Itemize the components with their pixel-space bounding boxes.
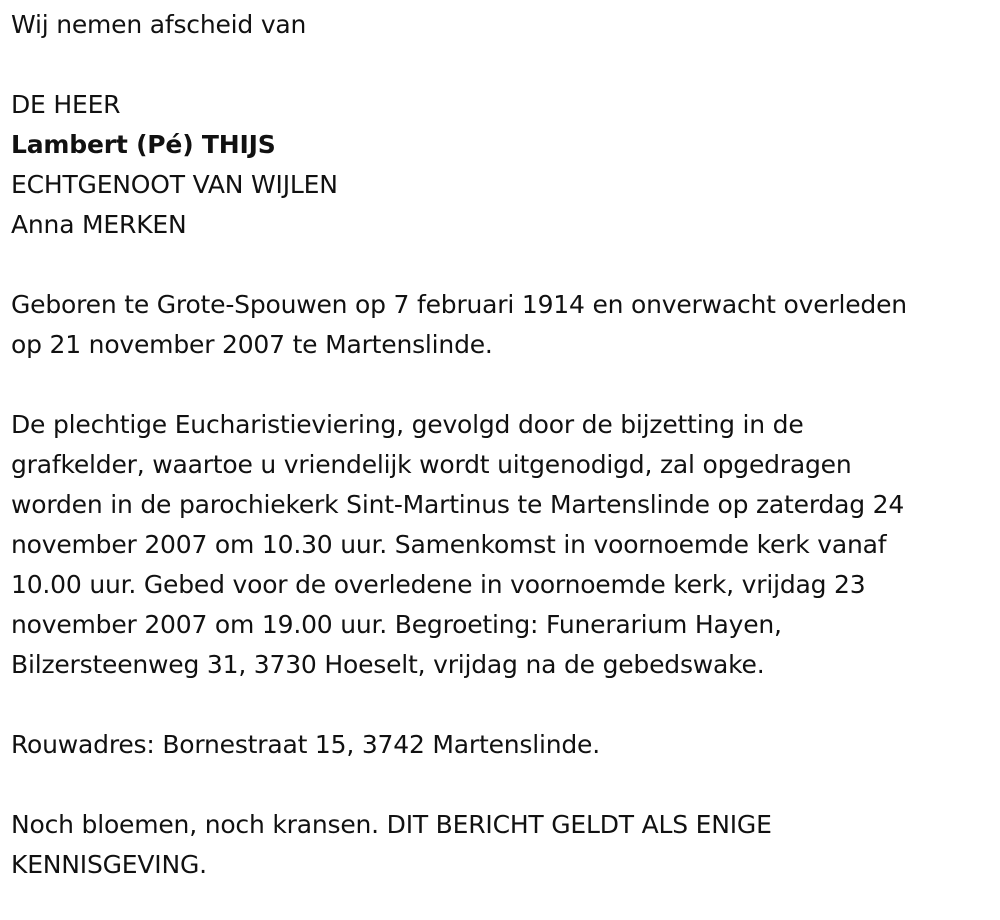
paragraph-line: KENNISGEVING.: [11, 850, 207, 879]
relation-text: ECHTGENOOT VAN WIJLEN: [11, 170, 338, 199]
deceased-name: Lambert (Pé) THIJS: [11, 130, 276, 159]
title-text: DE HEER: [11, 90, 121, 119]
mourning-address: Rouwadres: Bornestraat 15, 3742 Martenslinde.: [11, 730, 600, 759]
closing-paragraph: [11, 805, 996, 885]
spacer: [11, 45, 996, 85]
paragraph-line: Noch bloemen, noch kransen. DIT BERICHT GELDT ALS ENIGE: [11, 810, 772, 839]
paragraph-line: worden in de parochiekerk Sint-Martinus te Martenslinde op zaterdag 24: [11, 490, 905, 519]
spacer: [11, 245, 996, 285]
spouse-name: Anna MERKEN: [11, 210, 187, 239]
spacer: [11, 765, 996, 805]
paragraph-line: grafkelder, waartoe u vriendelijk wordt uitgenodigd, zal opgedragen: [11, 450, 852, 479]
paragraph-line: november 2007 om 10.30 uur. Samenkomst in voornoemde kerk vanaf: [11, 530, 887, 559]
paragraph-line: Geboren te Grote-Spouwen op 7 februari 1914 en onverwacht overleden: [11, 290, 907, 319]
intro-text: Wij nemen afscheid van: [11, 10, 307, 39]
paragraph-line: Bilzersteenweg 31, 3730 Hoeselt, vrijdag na de gebedswake.: [11, 650, 765, 679]
paragraph-line: 10.00 uur. Gebed voor de overledene in voornoemde kerk, vrijdag 23: [11, 570, 866, 599]
ceremony-paragraph: [11, 405, 996, 685]
birth-death-paragraph: [11, 285, 996, 365]
paragraph-line: De plechtige Eucharistieviering, gevolgd door de bijzetting in de: [11, 410, 804, 439]
paragraph-line: op 21 november 2007 te Martenslinde.: [11, 330, 493, 359]
spacer: [11, 685, 996, 725]
spacer: [11, 365, 996, 405]
death-notice: [11, 0, 996, 885]
paragraph-line: november 2007 om 19.00 uur. Begroeting: Funerarium Hayen,: [11, 610, 782, 639]
